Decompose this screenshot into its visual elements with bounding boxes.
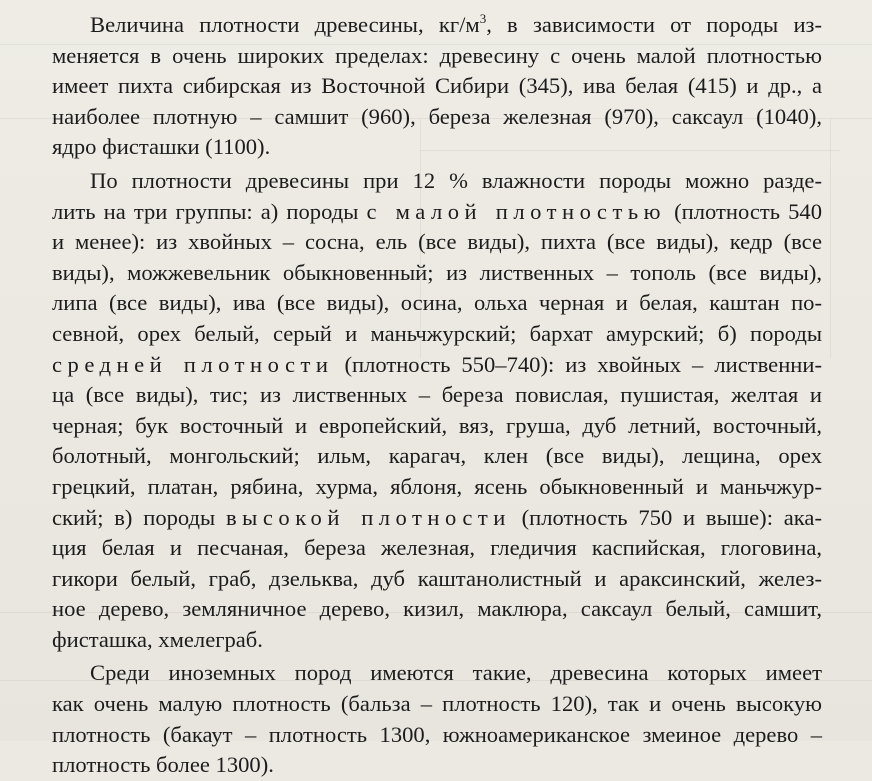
spaced-emphasis: с малой плотностью bbox=[366, 198, 667, 224]
text-run: (плотность 750 и выше): ака- bbox=[510, 504, 822, 530]
bleed-through-rule bbox=[830, 118, 831, 358]
text-run: По плотности древесины при 12 % влажности породы можно разде- bbox=[90, 167, 822, 193]
text-line bbox=[52, 227, 822, 258]
text-line bbox=[52, 689, 822, 720]
text-run: и менее): из хвойных – сосна, ель (все виды), пихта (все виды), кедр (все bbox=[52, 229, 822, 255]
text-run: виды), можжевельник обыкновенный; из лиственных – тополь (все виды), bbox=[52, 259, 822, 285]
text-line bbox=[52, 533, 822, 564]
text-run: гикори белый, граб, дзельква, дуб каштанолистный и араксинский, желез- bbox=[52, 565, 822, 591]
text-run: (плотность 550–740): из хвойных – лиственни- bbox=[333, 351, 822, 377]
text-line bbox=[52, 564, 822, 595]
text-line bbox=[52, 594, 822, 625]
text-run: как очень малую плотность (бальза – плотность 120), так и очень высокую bbox=[52, 691, 822, 717]
text-run: черная; бук восточный и европейский, вяз, груша, дуб летний, восточный, bbox=[52, 412, 822, 438]
spaced-emphasis: высокой плотности bbox=[226, 504, 511, 530]
text-line bbox=[52, 380, 822, 411]
text-run: липа (все виды), ива (все виды), осина, ольха черная и белая, каштан по- bbox=[52, 290, 822, 316]
text-run: ное дерево, земляничное дерево, кизил, маклюра, саксаул белый, самшит, bbox=[52, 596, 822, 622]
text-line bbox=[52, 41, 822, 72]
text-run: наиболее плотную – самшит (960), береза железная (970), саксаул (1040), bbox=[52, 103, 822, 129]
text-run: , в зависимости от породы из- bbox=[486, 12, 822, 37]
text-line bbox=[52, 658, 822, 689]
text-line bbox=[52, 472, 822, 503]
text-line bbox=[52, 132, 822, 163]
text-line bbox=[52, 258, 822, 289]
text-line bbox=[52, 720, 822, 751]
text-line bbox=[52, 441, 822, 472]
text-run: меняется в очень широких пределах: древесину с очень малой плотностью bbox=[52, 42, 822, 68]
text-line bbox=[52, 750, 822, 781]
text-run: Величина плотности древесины, кг/м bbox=[90, 12, 480, 37]
text-run: фисташка, хмелеграб. bbox=[52, 626, 263, 652]
text-run: севной, орех белый, серый и маньчжурский; бархат амурский; б) породы bbox=[52, 320, 822, 346]
superscript: 3 bbox=[479, 11, 487, 26]
text-line bbox=[52, 10, 822, 41]
spaced-emphasis: средней плотности bbox=[52, 351, 334, 377]
text-line bbox=[52, 102, 822, 133]
text-run: грецкий, платан, рябина, хурма, яблоня, ясень обыкновенный и маньчжур- bbox=[52, 473, 822, 499]
text-run: плотность более 1300). bbox=[52, 752, 274, 778]
text-run: плотность (бакаут – плотность 1300, южноамериканское змеиное дерево – bbox=[52, 721, 822, 747]
text-line bbox=[52, 197, 822, 228]
text-line bbox=[52, 625, 822, 656]
text-run: имеет пихта сибирская из Восточной Сибири (345), ива белая (415) и др., а bbox=[52, 73, 822, 99]
text-line bbox=[52, 166, 822, 197]
text-line bbox=[52, 350, 822, 381]
body-text bbox=[52, 10, 822, 781]
text-run: (плотность 540 bbox=[666, 198, 823, 224]
text-run: лить на три группы: а) породы bbox=[52, 198, 367, 224]
text-line bbox=[52, 319, 822, 350]
text-run: Среди иноземных пород имеются такие, древесина которых имеет bbox=[90, 660, 822, 686]
text-run: ция белая и песчаная, береза железная, гледичия каспийская, глоговина, bbox=[52, 535, 822, 561]
text-run: ский; в) породы bbox=[52, 504, 227, 530]
text-line bbox=[52, 71, 822, 102]
text-run: ца (все виды), тис; из лиственных – береза повислая, пушистая, желтая и bbox=[52, 382, 822, 408]
text-run: болотный, монгольский; ильм, карагач, клен (все виды), лещина, орех bbox=[52, 443, 822, 469]
text-line bbox=[52, 288, 822, 319]
text-line bbox=[52, 503, 822, 534]
text-run: ядро фисташки (1100). bbox=[52, 134, 271, 160]
text-line bbox=[52, 411, 822, 442]
